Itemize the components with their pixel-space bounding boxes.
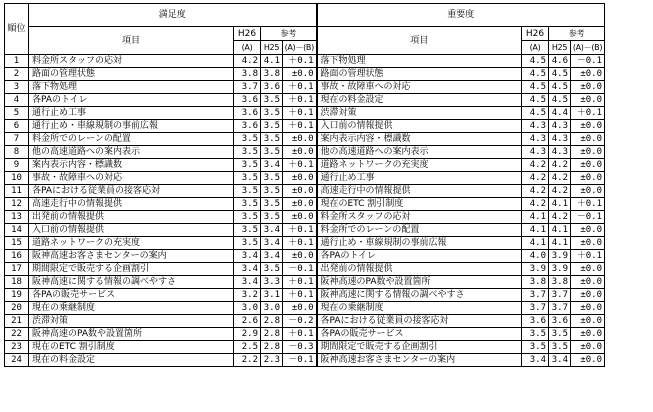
satisfaction-diff-cell: ±0.0: [283, 146, 317, 159]
importance-h25-cell: 4.3: [549, 146, 571, 159]
importance-h25-cell: 4.4: [549, 107, 571, 120]
satisfaction-diff-cell: ±0.0: [283, 133, 317, 146]
satisfaction-h26-cell: 3.5: [234, 198, 261, 211]
importance-h26-cell: 4.3: [522, 133, 549, 146]
satisfaction-item-cell: 通行止め・車線規制の事前広報: [29, 120, 234, 133]
importance-diff-cell: ＋0.1: [571, 250, 605, 263]
importance-h26-cell: 4.3: [522, 146, 549, 159]
satisfaction-h25-cell: 3.4: [261, 250, 283, 263]
importance-h26-cell: 4.2: [522, 198, 549, 211]
table-row: [5, 172, 605, 185]
importance-item-cell: 事故・故障車への対応: [317, 81, 522, 94]
importance-h25-cell: 4.5: [549, 81, 571, 94]
importance-h26-cell: 4.5: [522, 55, 549, 68]
satisfaction-h25-cell: 3.5: [261, 146, 283, 159]
rank-cell: 17: [5, 263, 29, 276]
rank-cell: 13: [5, 211, 29, 224]
satisfaction-h26-cell: 4.2: [234, 55, 261, 68]
importance-h25-cell: 4.2: [549, 211, 571, 224]
satisfaction-reference-header: 参考: [261, 27, 317, 41]
satisfaction-diff-cell: ±0.0: [283, 198, 317, 211]
importance-h25-cell: 3.9: [549, 250, 571, 263]
importance-h26-cell: 3.5: [522, 341, 549, 354]
importance-h26-cell: 4.5: [522, 107, 549, 120]
importance-col-a-header: (A): [522, 41, 549, 55]
satisfaction-h26-cell: 3.5: [234, 224, 261, 237]
satisfaction-item-cell: 道路ネットワークの充実度: [29, 237, 234, 250]
satisfaction-h26-cell: 3.6: [234, 120, 261, 133]
importance-diff-cell: ±0.0: [571, 276, 605, 289]
importance-diff-cell: ±0.0: [571, 94, 605, 107]
rank-cell: 2: [5, 68, 29, 81]
satisfaction-h26-cell: 3.5: [234, 159, 261, 172]
rank-cell: 1: [5, 55, 29, 68]
satisfaction-item-cell: 阪神高速に関する情報の調べやすさ: [29, 276, 234, 289]
rank-cell: 5: [5, 107, 29, 120]
satisfaction-diff-cell: ＋0.1: [283, 328, 317, 341]
rank-cell: 7: [5, 133, 29, 146]
table-row: [5, 120, 605, 133]
satisfaction-importance-table: [4, 3, 605, 367]
satisfaction-item-cell: 落下物処理: [29, 81, 234, 94]
rank-cell: 10: [5, 172, 29, 185]
importance-item-cell: 通行止め工事: [317, 172, 522, 185]
table-row: [5, 94, 605, 107]
rank-cell: 9: [5, 159, 29, 172]
satisfaction-h25-cell: 3.5: [261, 94, 283, 107]
satisfaction-h26-cell: 3.7: [234, 81, 261, 94]
importance-diff-cell: －0.1: [571, 211, 605, 224]
rank-cell: 11: [5, 185, 29, 198]
satisfaction-diff-cell: －0.3: [283, 341, 317, 354]
satisfaction-h25-cell: 2.8: [261, 328, 283, 341]
importance-h26-cell: 3.6: [522, 315, 549, 328]
importance-diff-cell: ±0.0: [571, 224, 605, 237]
satisfaction-h25-cell: 4.1: [261, 55, 283, 68]
importance-reference-header: 参考: [549, 27, 605, 41]
importance-diff-cell: ±0.0: [571, 146, 605, 159]
satisfaction-item-cell: 出発前の情報提供: [29, 211, 234, 224]
importance-h25-cell: 3.6: [549, 315, 571, 328]
satisfaction-h26-cell: 3.6: [234, 107, 261, 120]
importance-item-cell: 現在のETC 割引制度: [317, 198, 522, 211]
satisfaction-diff-cell: ±0.0: [283, 302, 317, 315]
satisfaction-item-header: 項目: [29, 27, 234, 55]
importance-h25-cell: 3.9: [549, 263, 571, 276]
table-row: [5, 237, 605, 250]
rank-cell: 15: [5, 237, 29, 250]
importance-h25-cell: 3.5: [549, 341, 571, 354]
table-row: [5, 55, 605, 68]
satisfaction-h26-cell: 3.5: [234, 185, 261, 198]
importance-h25-cell: 4.5: [549, 68, 571, 81]
importance-diff-cell: ±0.0: [571, 133, 605, 146]
table-row: [5, 354, 605, 367]
importance-h25-cell: 4.1: [549, 237, 571, 250]
importance-h25-cell: 3.7: [549, 289, 571, 302]
satisfaction-item-cell: 料金所でのレーンの配置: [29, 133, 234, 146]
importance-h26-cell: 4.1: [522, 237, 549, 250]
satisfaction-h25-cell: 3.5: [261, 107, 283, 120]
satisfaction-diff-cell: ＋0.1: [283, 224, 317, 237]
satisfaction-diff-cell: ＋0.1: [283, 81, 317, 94]
importance-item-cell: 阪神高速のPA数や設置箇所: [317, 276, 522, 289]
satisfaction-item-cell: 各PAにおける従業員の接客応対: [29, 185, 234, 198]
importance-diff-cell: ±0.0: [571, 237, 605, 250]
importance-diff-cell: ±0.0: [571, 341, 605, 354]
importance-h25-cell: 3.7: [549, 302, 571, 315]
importance-diff-cell: ±0.0: [571, 354, 605, 367]
importance-h25-label: H25: [551, 42, 568, 52]
satisfaction-h26-cell: 2.6: [234, 315, 261, 328]
importance-h26-cell: 4.1: [522, 211, 549, 224]
satisfaction-h25-cell: 3.5: [261, 185, 283, 198]
importance-h26-cell: 4.1: [522, 224, 549, 237]
table-row: [5, 133, 605, 146]
importance-h25-cell: 3.4: [549, 354, 571, 367]
satisfaction-h26-cell: 2.5: [234, 341, 261, 354]
importance-h26-cell: 4.5: [522, 81, 549, 94]
importance-h26-cell: 3.7: [522, 302, 549, 315]
satisfaction-diff-cell: ±0.0: [283, 68, 317, 81]
importance-h25-cell: 4.2: [549, 172, 571, 185]
satisfaction-diff-cell: ±0.0: [283, 211, 317, 224]
importance-item-cell: 各PAの販売サービス: [317, 328, 522, 341]
importance-diff-cell: ±0.0: [571, 81, 605, 94]
table-row: [5, 159, 605, 172]
table-row: [5, 107, 605, 120]
rank-cell: 22: [5, 328, 29, 341]
satisfaction-h26-cell: 3.8: [234, 68, 261, 81]
satisfaction-header: 満足度: [29, 4, 317, 27]
importance-item-cell: 料金所でのレーンの配置: [317, 224, 522, 237]
importance-diff-cell: ±0.0: [571, 120, 605, 133]
importance-item-cell: 現在の料金設定: [317, 94, 522, 107]
satisfaction-diff-cell: ＋0.1: [283, 289, 317, 302]
satisfaction-item-cell: 各PAの販売サービス: [29, 289, 234, 302]
importance-diff-cell: ±0.0: [571, 263, 605, 276]
satisfaction-h26-cell: 3.5: [234, 237, 261, 250]
satisfaction-h25-cell: 2.8: [261, 315, 283, 328]
rank-cell: 6: [5, 120, 29, 133]
importance-diff-cell: ±0.0: [571, 172, 605, 185]
rank-cell: 12: [5, 198, 29, 211]
importance-item-cell: 渋滞対策: [317, 107, 522, 120]
importance-h25-cell: 4.3: [549, 120, 571, 133]
table-row: [5, 250, 605, 263]
satisfaction-h25-cell: 2.8: [261, 341, 283, 354]
satisfaction-diff-cell: ＋0.1: [283, 107, 317, 120]
table-row: [5, 224, 605, 237]
rank-cell: 23: [5, 341, 29, 354]
satisfaction-item-cell: 阪神高速のPA数や設置箇所: [29, 328, 234, 341]
importance-item-cell: 出発前の情報提供: [317, 263, 522, 276]
satisfaction-h25-cell: 2.3: [261, 354, 283, 367]
importance-item-cell: 路面の管理状態: [317, 68, 522, 81]
satisfaction-h25-cell: 3.5: [261, 133, 283, 146]
importance-diff-cell: ＋0.1: [571, 198, 605, 211]
importance-diff-cell: ±0.0: [571, 185, 605, 198]
rank-header: 順位: [5, 4, 29, 55]
rank-cell: 21: [5, 315, 29, 328]
satisfaction-h25-cell: 3.5: [261, 211, 283, 224]
importance-h26-cell: 4.2: [522, 159, 549, 172]
satisfaction-h26-cell: 3.5: [234, 146, 261, 159]
importance-diff-cell: ±0.0: [571, 315, 605, 328]
importance-h26-cell: 4.0: [522, 250, 549, 263]
rank-cell: 14: [5, 224, 29, 237]
importance-item-cell: 他の高速道路への案内表示: [317, 146, 522, 159]
satisfaction-diff-cell: ±0.0: [283, 250, 317, 263]
importance-h26-cell: 3.5: [522, 328, 549, 341]
importance-h26-cell: 3.4: [522, 354, 549, 367]
satisfaction-diff-cell: －0.2: [283, 315, 317, 328]
table-row: [5, 289, 605, 302]
satisfaction-diff-cell: ＋0.1: [283, 55, 317, 68]
satisfaction-h25-cell: 3.1: [261, 289, 283, 302]
importance-diff-cell: ±0.0: [571, 68, 605, 81]
satisfaction-h26-header: H26: [234, 27, 261, 41]
importance-h25-cell: 3.5: [549, 328, 571, 341]
satisfaction-item-cell: 他の高速道路への案内表示: [29, 146, 234, 159]
importance-h25-header: [549, 41, 571, 55]
importance-diff-cell: ±0.0: [571, 328, 605, 341]
rank-cell: 18: [5, 276, 29, 289]
importance-h25-cell: 4.6: [549, 55, 571, 68]
importance-header: 重要度: [317, 4, 605, 27]
satisfaction-item-cell: 現在の料金設定: [29, 354, 234, 367]
satisfaction-h26-cell: 3.5: [234, 133, 261, 146]
importance-h25-cell: 4.2: [549, 159, 571, 172]
table-row: [5, 81, 605, 94]
satisfaction-diff-cell: ±0.0: [283, 185, 317, 198]
satisfaction-diff-cell: ＋0.1: [283, 237, 317, 250]
importance-h25-cell: 3.8: [549, 276, 571, 289]
satisfaction-h25-cell: 3.5: [261, 120, 283, 133]
satisfaction-diff-cell: ＋0.1: [283, 94, 317, 107]
importance-h25-cell: 4.3: [549, 133, 571, 146]
importance-item-cell: 道路ネットワークの充実度: [317, 159, 522, 172]
importance-diff-header: (A)－(B): [571, 41, 605, 55]
satisfaction-h25-cell: 3.5: [261, 198, 283, 211]
satisfaction-h25-cell: 3.8: [261, 68, 283, 81]
satisfaction-diff-header: (A)－(B): [283, 41, 317, 55]
satisfaction-h26-cell: 3.0: [234, 302, 261, 315]
importance-h25-cell: 4.2: [549, 185, 571, 198]
importance-item-cell: 落下物処理: [317, 55, 522, 68]
table-row: [5, 276, 605, 289]
table-row: [5, 68, 605, 81]
satisfaction-item-cell: 阪神高速お客さまセンターの案内: [29, 250, 234, 263]
importance-h26-cell: 3.8: [522, 276, 549, 289]
table-row: [5, 302, 605, 315]
importance-h25-cell: 4.1: [549, 224, 571, 237]
satisfaction-diff-cell: ＋0.1: [283, 120, 317, 133]
satisfaction-h26-cell: 3.2: [234, 289, 261, 302]
satisfaction-h25-cell: 3.4: [261, 159, 283, 172]
rank-cell: 4: [5, 94, 29, 107]
satisfaction-h25-cell: 3.5: [261, 263, 283, 276]
importance-h26-header: H26: [522, 27, 549, 41]
satisfaction-h25-cell: 3.3: [261, 276, 283, 289]
importance-h25-cell: 4.1: [549, 198, 571, 211]
table-row: [5, 198, 605, 211]
table-row: [5, 185, 605, 198]
rank-cell: 19: [5, 289, 29, 302]
satisfaction-h25-label: H25: [263, 42, 280, 52]
importance-diff-cell: ±0.0: [571, 159, 605, 172]
table-row: [5, 315, 605, 328]
rank-cell: 16: [5, 250, 29, 263]
satisfaction-h26-cell: 2.9: [234, 328, 261, 341]
table-row: [5, 341, 605, 354]
importance-item-cell: 各PAにおける従業員の接客応対: [317, 315, 522, 328]
satisfaction-diff-cell: ＋0.1: [283, 159, 317, 172]
satisfaction-h26-cell: 3.5: [234, 211, 261, 224]
importance-h26-cell: 4.3: [522, 120, 549, 133]
satisfaction-diff-cell: ＋0.1: [283, 276, 317, 289]
satisfaction-col-a-header: (A): [234, 41, 261, 55]
importance-h26-cell: 3.7: [522, 289, 549, 302]
satisfaction-item-cell: 料金所スタッフの応対: [29, 55, 234, 68]
importance-item-cell: 料金所スタッフの応対: [317, 211, 522, 224]
importance-item-cell: 各PAのトイレ: [317, 250, 522, 263]
satisfaction-h25-cell: 3.6: [261, 81, 283, 94]
importance-item-cell: 案内表示内容・標識数: [317, 133, 522, 146]
satisfaction-h26-cell: 3.4: [234, 250, 261, 263]
table-row: [5, 328, 605, 341]
importance-h26-cell: 4.2: [522, 172, 549, 185]
importance-item-cell: 通行止め・車線規制の事前広報: [317, 237, 522, 250]
rank-cell: 8: [5, 146, 29, 159]
satisfaction-item-cell: 案内表示内容・標識数: [29, 159, 234, 172]
satisfaction-h26-cell: 3.6: [234, 94, 261, 107]
satisfaction-item-cell: 事故・故障車への対応: [29, 172, 234, 185]
satisfaction-h25-header: [261, 41, 283, 55]
satisfaction-h26-cell: 3.5: [234, 172, 261, 185]
table-row: [5, 146, 605, 159]
table-row: [5, 263, 605, 276]
satisfaction-item-cell: 各PAのトイレ: [29, 94, 234, 107]
importance-h26-cell: 4.5: [522, 68, 549, 81]
satisfaction-h25-cell: 3.0: [261, 302, 283, 315]
satisfaction-item-cell: 通行止め工事: [29, 107, 234, 120]
satisfaction-h26-cell: 2.2: [234, 354, 261, 367]
importance-h25-cell: 4.5: [549, 94, 571, 107]
rank-cell: 24: [5, 354, 29, 367]
satisfaction-item-cell: 高速走行中の情報提供: [29, 198, 234, 211]
importance-item-cell: 入口前の情報提供: [317, 120, 522, 133]
importance-item-cell: 高速走行中の情報提供: [317, 185, 522, 198]
satisfaction-diff-cell: －0.1: [283, 263, 317, 276]
importance-item-cell: 阪神高速お客さまセンターの案内: [317, 354, 522, 367]
importance-diff-cell: ＋0.1: [571, 107, 605, 120]
importance-diff-cell: ±0.0: [571, 289, 605, 302]
importance-h26-cell: 4.5: [522, 94, 549, 107]
satisfaction-diff-cell: ±0.0: [283, 172, 317, 185]
table-row: [5, 211, 605, 224]
importance-item-cell: 現在の乗継制度: [317, 302, 522, 315]
importance-diff-cell: ±0.0: [571, 302, 605, 315]
satisfaction-h26-cell: 3.4: [234, 263, 261, 276]
importance-h26-cell: 4.2: [522, 185, 549, 198]
rank-cell: 20: [5, 302, 29, 315]
satisfaction-h25-cell: 3.4: [261, 237, 283, 250]
satisfaction-item-cell: 現在のETC 割引制度: [29, 341, 234, 354]
satisfaction-h25-cell: 3.5: [261, 172, 283, 185]
importance-diff-cell: －0.1: [571, 55, 605, 68]
satisfaction-diff-cell: －0.1: [283, 354, 317, 367]
importance-item-header: 項目: [317, 27, 522, 55]
satisfaction-item-cell: 現在の乗継制度: [29, 302, 234, 315]
rank-cell: 3: [5, 81, 29, 94]
importance-item-cell: 期間限定で販売する企画割引: [317, 341, 522, 354]
satisfaction-h26-cell: 3.4: [234, 276, 261, 289]
table-body: [5, 55, 605, 367]
satisfaction-item-cell: 渋滞対策: [29, 315, 234, 328]
importance-item-cell: 阪神高速に関する情報の調べやすさ: [317, 289, 522, 302]
satisfaction-item-cell: 期間限定で販売する企画割引: [29, 263, 234, 276]
satisfaction-item-cell: 路面の管理状態: [29, 68, 234, 81]
satisfaction-item-cell: 入口前の情報提供: [29, 224, 234, 237]
importance-h26-cell: 3.9: [522, 263, 549, 276]
satisfaction-h25-cell: 3.4: [261, 224, 283, 237]
